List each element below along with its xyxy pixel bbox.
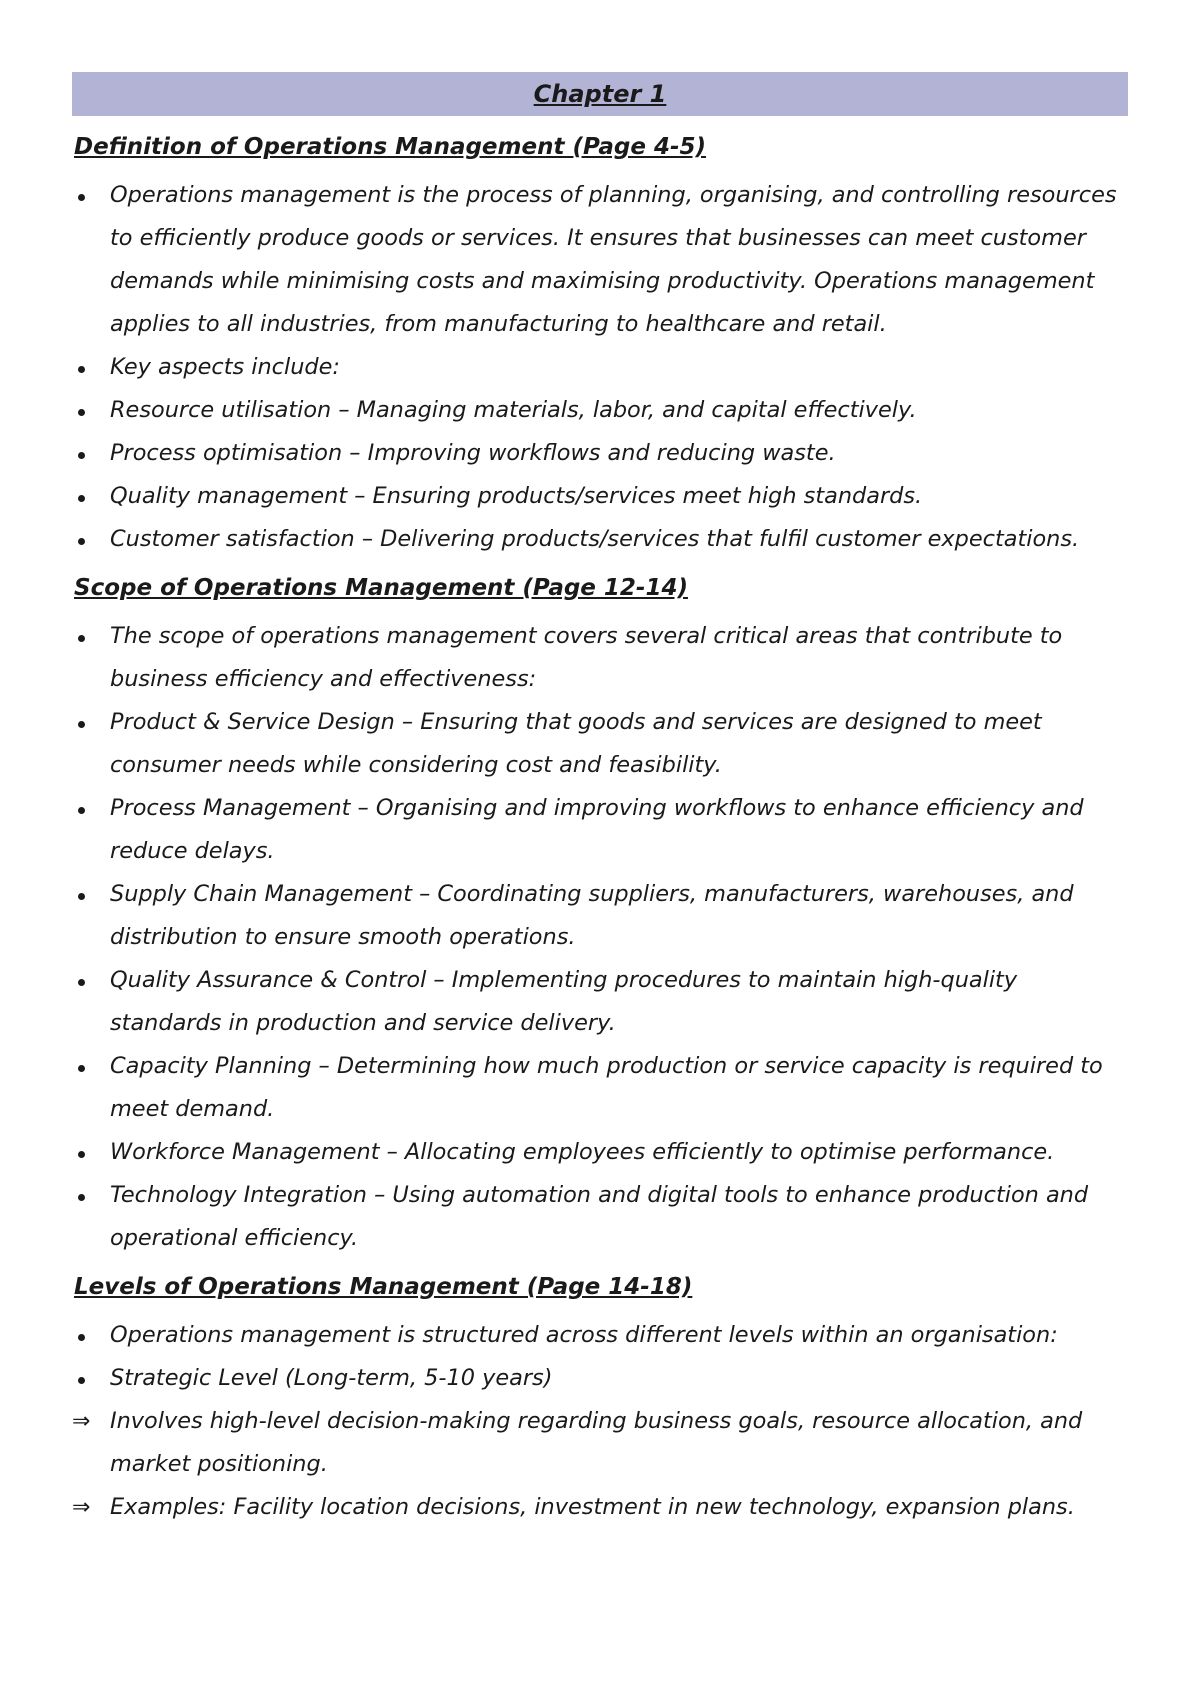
list-item xyxy=(72,475,1128,518)
list-item-text: Key aspects include: xyxy=(110,354,340,380)
bullet-icon xyxy=(78,366,85,373)
bullet-icon xyxy=(78,194,85,201)
list-item xyxy=(72,701,1128,787)
chapter-title: Chapter 1 xyxy=(533,80,667,108)
bullet-icon xyxy=(78,893,85,900)
list-item xyxy=(72,518,1128,561)
list-item-text: Examples: Facility location decisions, investment in new technology, expansion plans. xyxy=(110,1494,1075,1520)
list-item-text: Product & Service Design – Ensuring that goods and services are designed to meet consumer needs while considering cost and feasibility. xyxy=(110,709,1042,778)
list-item-text: Capacity Planning – Determining how much production or service capacity is required to meet demand. xyxy=(110,1053,1103,1122)
list-item xyxy=(72,1486,1128,1529)
list-item xyxy=(72,615,1128,701)
list-item-text: Strategic Level (Long-term, 5-10 years) xyxy=(110,1365,553,1391)
bullet-icon xyxy=(78,721,85,728)
list-item-text: Technology Integration – Using automation and digital tools to enhance production and operational efficiency. xyxy=(110,1182,1089,1251)
bullet-icon xyxy=(78,452,85,459)
section-heading: Scope of Operations Management (Page 12-14) xyxy=(74,575,688,601)
chapter-header-bar xyxy=(72,72,1128,116)
list-item xyxy=(72,1314,1128,1357)
list-item xyxy=(72,873,1128,959)
list-item xyxy=(72,1131,1128,1174)
list-item xyxy=(72,1357,1128,1400)
list-item-text: Operations management is the process of planning, organising, and controlling resources to efficiently produce goods or services. It ensures that businesses can meet customer demands while minimising costs and maximising productivity. Operations management applies to all industries, from manufacturing to healthcare and retail. xyxy=(110,182,1117,337)
list-item xyxy=(72,1174,1128,1260)
bullet-icon xyxy=(78,1151,85,1158)
list-item xyxy=(72,1400,1128,1486)
bullet-list xyxy=(72,174,1128,561)
list-item-text: The scope of operations management covers several critical areas that contribute to business efficiency and effectiveness: xyxy=(110,623,1063,692)
bullet-icon xyxy=(78,1334,85,1341)
list-item xyxy=(72,1045,1128,1131)
bullet-icon xyxy=(78,1377,85,1384)
sections-container xyxy=(72,134,1128,1529)
list-item xyxy=(72,787,1128,873)
list-item-text: Quality Assurance & Control – Implementing procedures to maintain high-quality standards in production and service delivery. xyxy=(110,967,1018,1036)
bullet-icon xyxy=(78,538,85,545)
list-item xyxy=(72,959,1128,1045)
list-item xyxy=(72,389,1128,432)
arrow-icon: ⇒ xyxy=(72,1495,91,1520)
bullet-icon xyxy=(78,495,85,502)
list-item xyxy=(72,346,1128,389)
list-item-text: Process optimisation – Improving workflows and reducing waste. xyxy=(110,440,836,466)
bullet-icon xyxy=(78,635,85,642)
bullet-list xyxy=(72,1314,1128,1529)
list-item-text: Supply Chain Management – Coordinating suppliers, manufacturers, warehouses, and distribution to ensure smooth operations. xyxy=(110,881,1074,950)
bullet-icon xyxy=(78,1065,85,1072)
bullet-list xyxy=(72,615,1128,1260)
list-item-text: Resource utilisation – Managing materials, labor, and capital effectively. xyxy=(110,397,917,423)
bullet-icon xyxy=(78,979,85,986)
section-heading: Levels of Operations Management (Page 14-18) xyxy=(74,1274,693,1300)
section-heading: Definition of Operations Management (Page 4-5) xyxy=(74,134,707,160)
bullet-icon xyxy=(78,409,85,416)
arrow-icon: ⇒ xyxy=(72,1409,91,1434)
list-item-text: Workforce Management – Allocating employees efficiently to optimise performance. xyxy=(110,1139,1055,1165)
list-item-text: Customer satisfaction – Delivering products/services that fulfil customer expectations. xyxy=(110,526,1080,552)
list-item-text: Operations management is structured across different levels within an organisation: xyxy=(110,1322,1058,1348)
list-item xyxy=(72,174,1128,346)
bullet-icon xyxy=(78,1194,85,1201)
list-item-text: Process Management – Organising and improving workflows to enhance efficiency and reduce delays. xyxy=(110,795,1084,864)
bullet-icon xyxy=(78,807,85,814)
list-item xyxy=(72,432,1128,475)
list-item-text: Involves high-level decision-making regarding business goals, resource allocation, and market positioning. xyxy=(110,1408,1083,1477)
list-item-text: Quality management – Ensuring products/services meet high standards. xyxy=(110,483,923,509)
